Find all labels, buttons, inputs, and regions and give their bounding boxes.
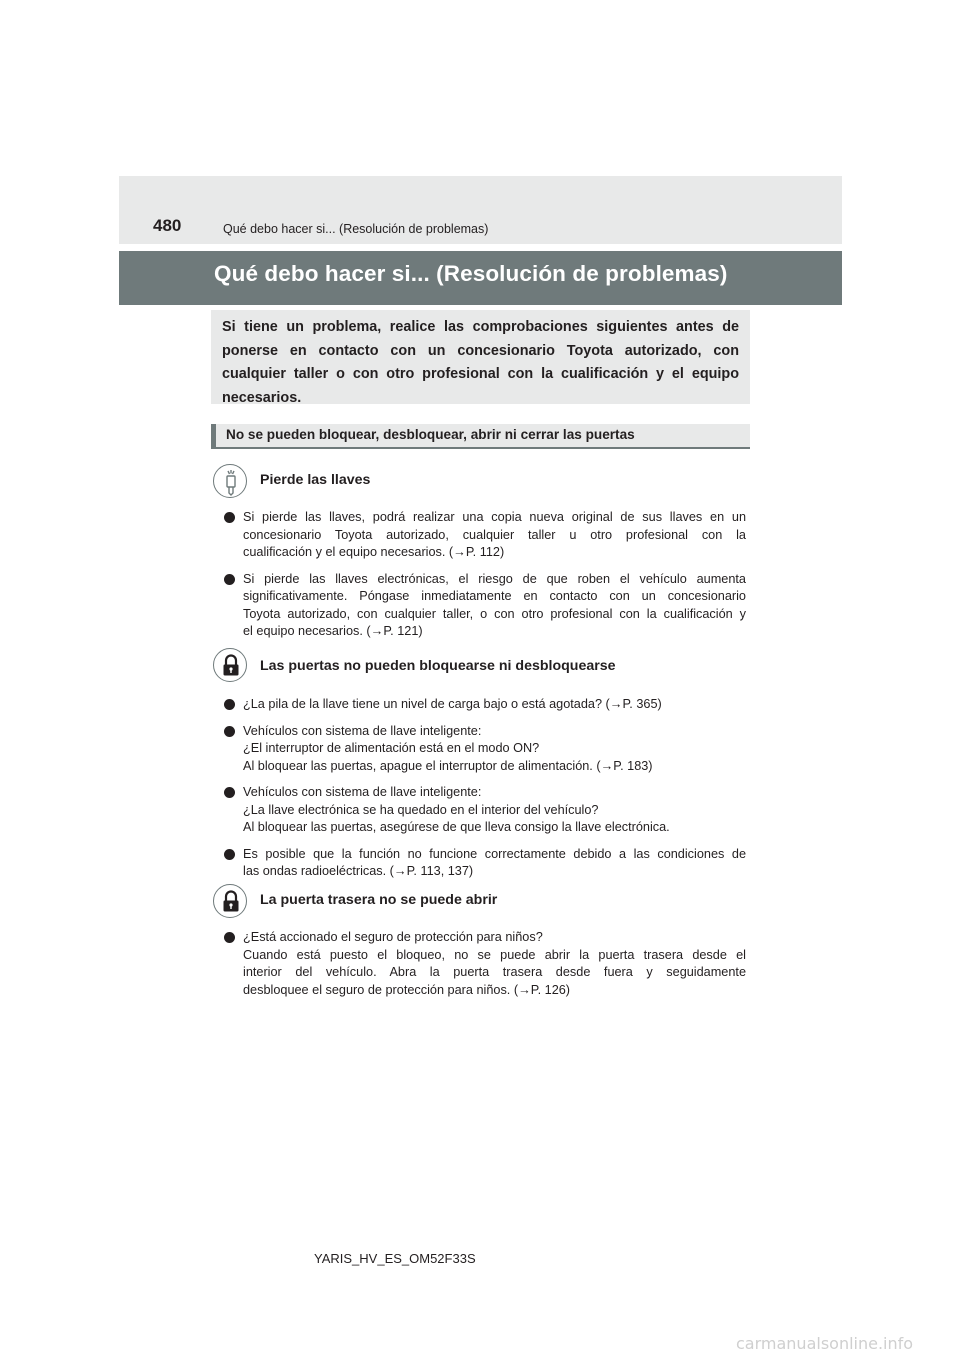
page-title: Qué debo hacer si... (Resolución de problemas) <box>214 261 728 286</box>
bullet-icon <box>224 574 235 585</box>
bullet-icon <box>224 512 235 523</box>
text-line: cualificación y el equipo necesarios. (→P. 112) <box>243 545 505 559</box>
text-line: Si pierde las llaves electrónicas, el riesgo de que roben el vehículo aumenta <box>243 571 746 586</box>
text-line: Cuando está puesto el bloqueo, no se puede abrir la puerta trasera desde el <box>243 947 746 962</box>
text-line: Vehículos con sistema de llave inteligente: <box>243 785 482 799</box>
subsection-title: La puerta trasera no se puede abrir <box>260 892 498 908</box>
text-line: desbloquee el seguro de protección para niños. (→P. 126) <box>243 982 571 997</box>
text-line: Vehículos con sistema de llave inteligente: <box>243 723 482 738</box>
text-line: Al bloquear las puertas, asegúrese de que lleva consigo la llave electrónica. <box>243 820 670 834</box>
bullet-list <box>224 509 746 650</box>
title-bar <box>119 251 842 305</box>
subsection-title: Pierde las llaves <box>260 472 371 488</box>
watermark: carmanualsonline.info <box>736 1334 914 1353</box>
text-line: Al bloquear las puertas, apague el interruptor de alimentación. (→P. 183) <box>243 758 653 773</box>
text-line: ¿La llave electrónica se ha quedado en el interior del vehículo? <box>243 802 599 817</box>
list-item <box>224 723 746 776</box>
bullet-icon <box>224 932 235 943</box>
list-item <box>224 929 746 999</box>
text-line: Si pierde las llaves, podrá realizar una copia nueva original de sus llaves en un <box>243 510 746 524</box>
text-line: concesionario Toyota autorizado, cualquier taller u otro profesional con la <box>243 527 746 542</box>
list-item <box>224 846 746 881</box>
page-number: 480 <box>153 216 182 235</box>
key-icon <box>213 464 247 498</box>
list-item <box>224 571 746 641</box>
text-line: interior del vehículo. Abra la puerta trasera desde fuera y seguidamente <box>243 965 746 979</box>
text-line: significativamente. Póngase inmediatamente en contacto con un concesionario <box>243 589 746 603</box>
section-heading: No se pueden bloquear, desbloquear, abrir ni cerrar las puertas <box>211 424 750 449</box>
bullet-icon <box>224 726 235 737</box>
text-line: ¿El interruptor de alimentación está en el modo ON? <box>243 741 540 755</box>
bullet-icon <box>224 787 235 798</box>
text-line: ¿Está accionado el seguro de protección para niños? <box>243 930 543 944</box>
text-line: ¿La pila de la llave tiene un nivel de carga bajo o está agotada? (→P. 365) <box>243 697 662 711</box>
bullet-list <box>224 929 746 1008</box>
subsection-title: Las puertas no pueden bloquearse ni desbloquearse <box>260 658 616 674</box>
text-line: las ondas radioeléctricas. (→P. 113, 137) <box>243 864 474 878</box>
padlock-icon <box>213 884 247 918</box>
document-code: YARIS_HV_ES_OM52F33S <box>314 1251 476 1266</box>
bullet-icon <box>224 849 235 860</box>
text-line: Toyota autorizado, con cualquier taller, o con otro profesional con la cualificación y <box>243 606 746 621</box>
list-item <box>224 784 746 837</box>
text-line: Es posible que la función no funcione correctamente debido a las condiciones de <box>243 846 746 861</box>
bullet-list <box>224 696 746 890</box>
text-line: el equipo necesarios. (→P. 121) <box>243 624 423 638</box>
bullet-icon <box>224 699 235 710</box>
list-item <box>224 696 746 714</box>
list-item <box>224 509 746 562</box>
padlock-icon <box>213 648 247 682</box>
running-title: Qué debo hacer si... (Resolución de problemas) <box>223 222 489 236</box>
intro-box: Si tiene un problema, realice las comprobaciones siguientes antes de ponerse en contacto con un concesionario Toyota autorizado, con cualquier taller o con otro profesional con la cualificación y el equipo necesarios. <box>211 310 750 404</box>
